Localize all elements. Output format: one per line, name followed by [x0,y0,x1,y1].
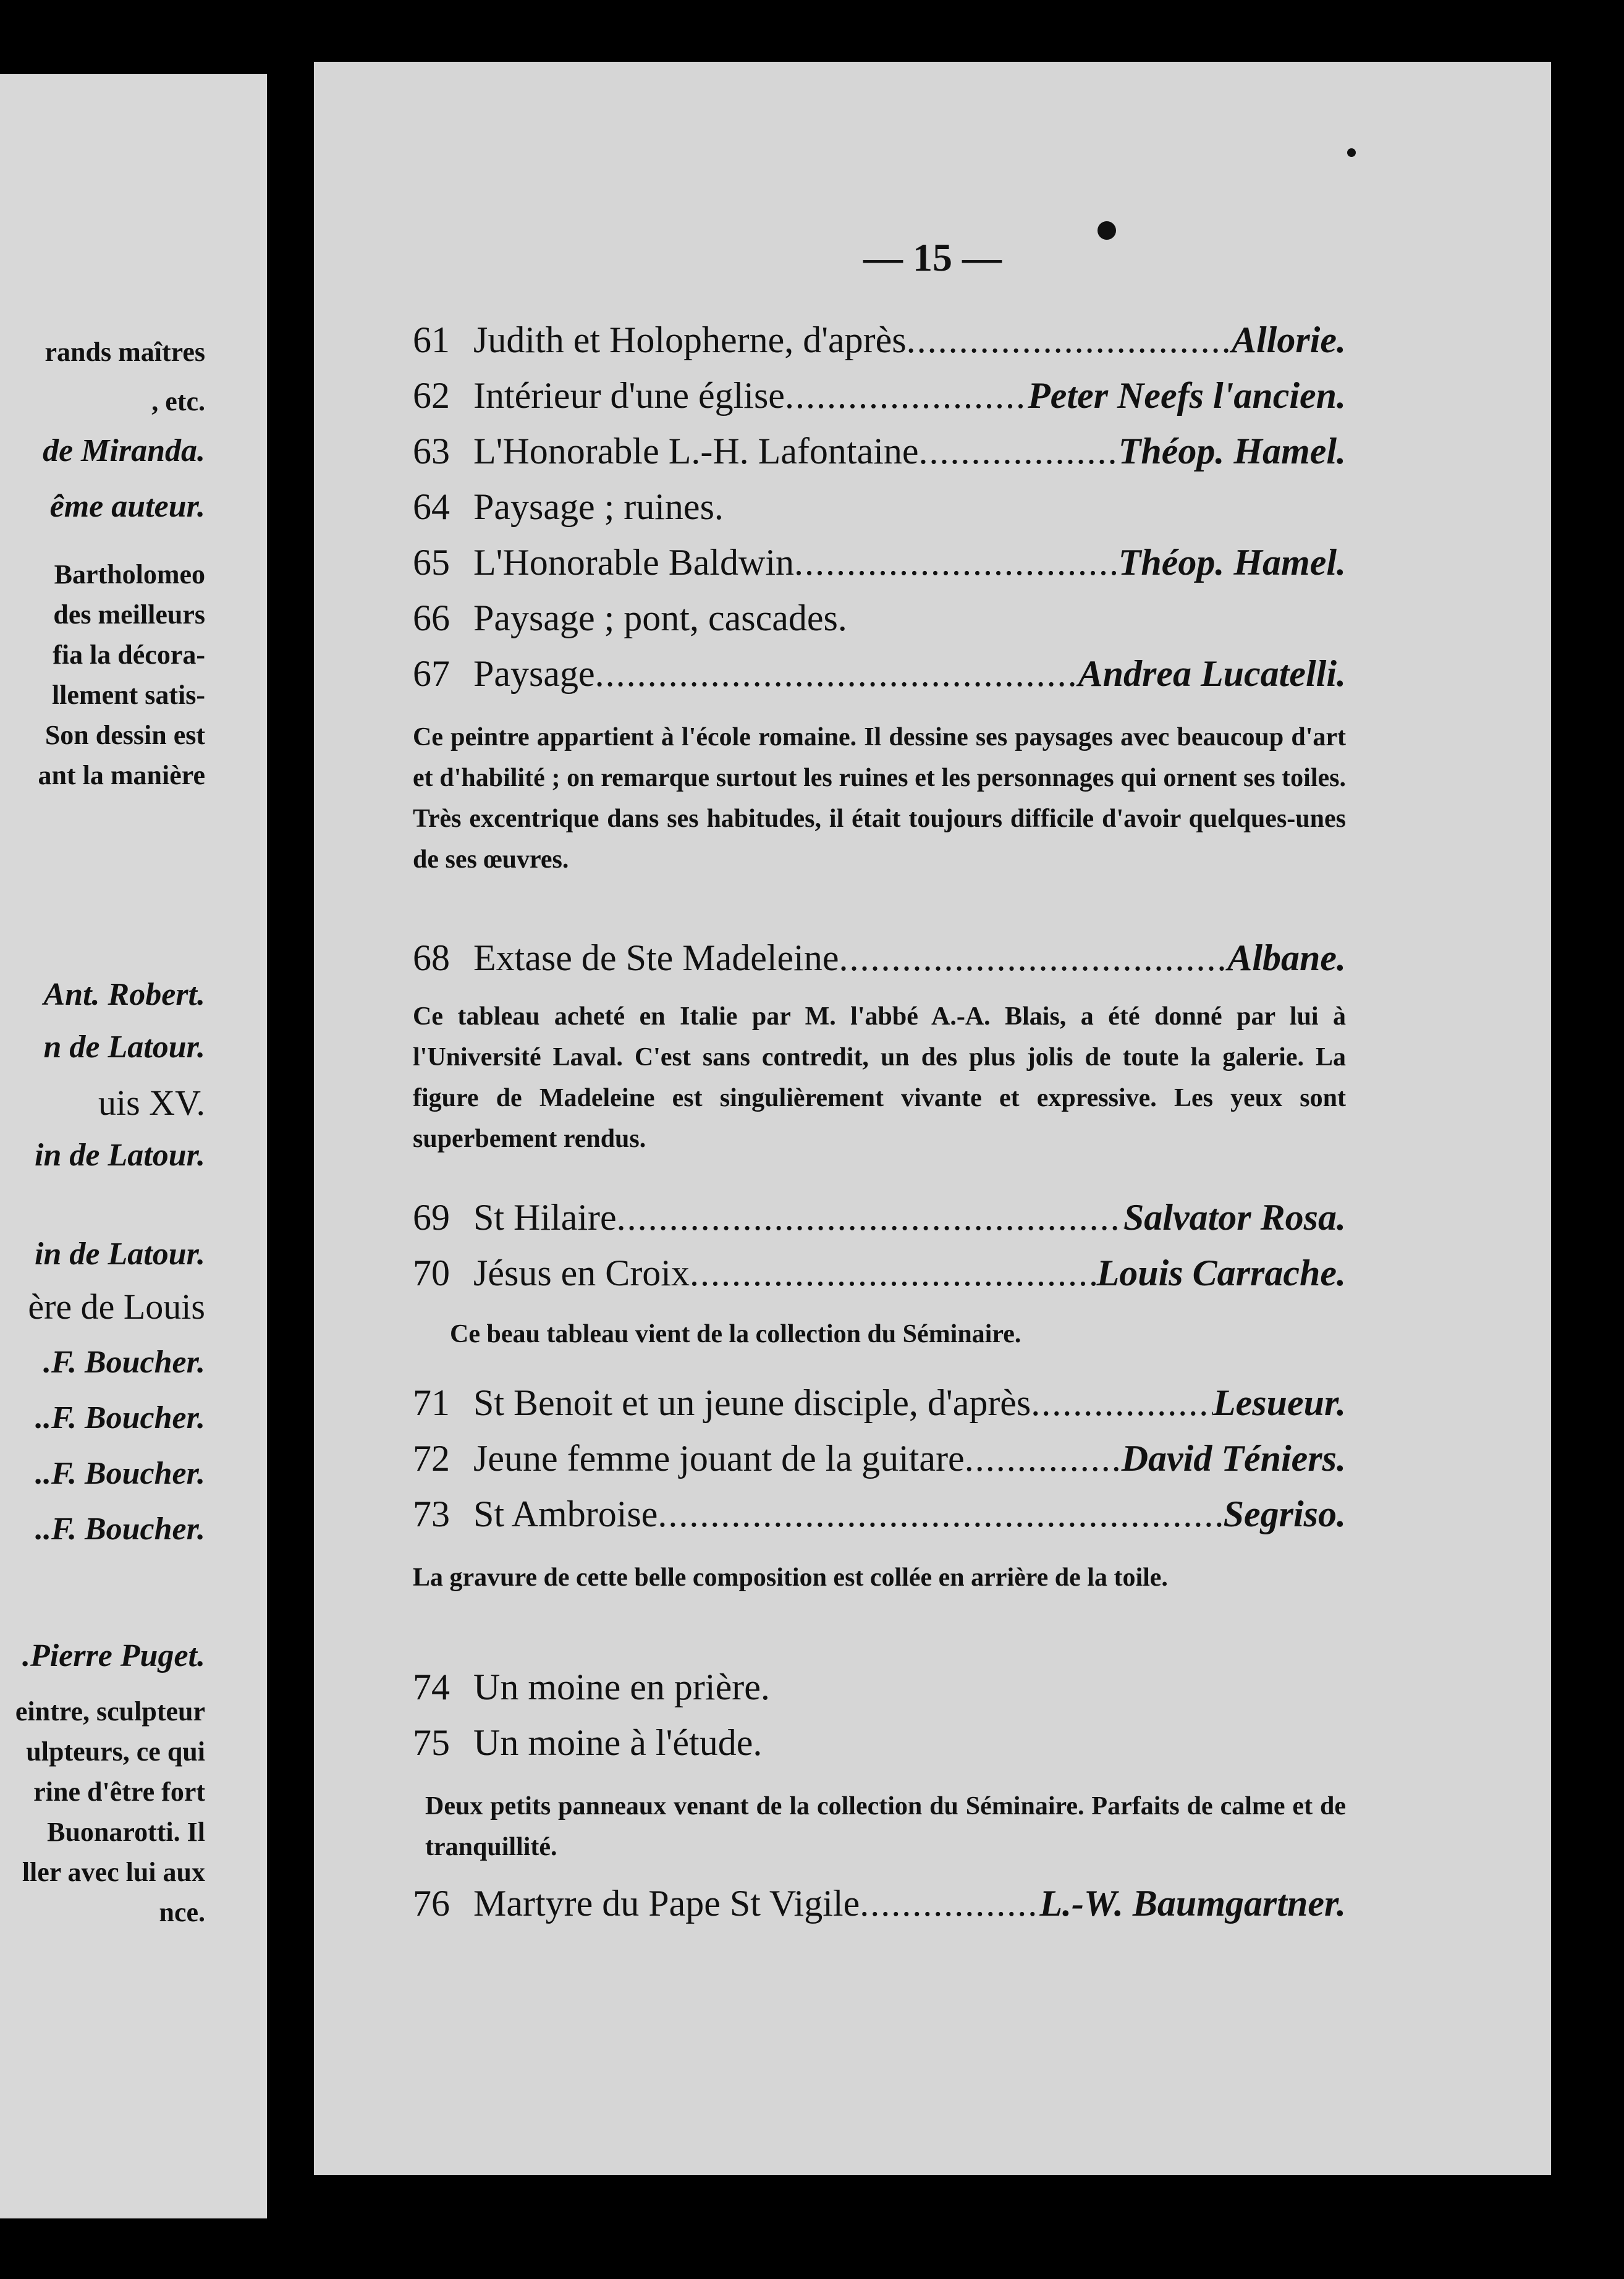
leader-dots [595,649,1078,698]
entry-title: Paysage [473,653,595,694]
leader-dots [617,1193,1123,1242]
entry-note: La gravure de cette belle composition est collée en arrière de la toile. [413,1563,1168,1592]
entry-number: 73 [413,1494,450,1534]
entry-note: Deux petits panneaux venant de la collection du Séminaire. Parfaits de calme et de tranquillité. [425,1792,1346,1861]
entry-note: Ce peintre appartient à l'école romaine. Il dessine ses paysages avec beaucoup d'art et d'habilité ; on remarque surtout les ruines et les personnages qui ornent ses toiles. Très excentrique dans ses habitudes, il était toujours difficile d'avoir quelques-unes de ses œuvres. [413,723,1346,874]
leader-dots [785,371,1028,420]
entry-title: Martyre du Pape St Vigile [473,1883,860,1924]
catalogue-entry [413,1378,1346,1427]
left-page-line: in de Latour. [35,1237,205,1272]
entry-artist: L.-W. Baumgartner. [1039,1883,1346,1924]
entry-title: St Benoit et un jeune disciple, d'après [473,1382,1031,1423]
left-page-line: ..F. Boucher. [35,1400,205,1435]
entry-artist: Andrea Lucatelli. [1078,653,1346,694]
leader-dots [658,1489,1223,1539]
entry-artist: Allorie. [1231,319,1346,360]
left-page-line: Bartholomeo [54,559,205,590]
catalogue-entry [413,315,1346,365]
entry-title: St Ambroise [473,1494,658,1534]
ink-spot [1347,148,1356,157]
catalogue-entry [413,1718,1346,1767]
entry-number: 76 [413,1883,450,1924]
entry-number: 62 [413,375,450,416]
entry-title: Un moine en prière. [473,1667,770,1707]
entry-number: 75 [413,1722,450,1763]
entry-title: Extase de Ste Madeleine [473,937,839,978]
catalogue-entry [413,1193,1346,1242]
leader-dots [907,315,1232,365]
left-page-line: in de Latour. [35,1138,205,1173]
left-page-line: ême auteur. [49,489,205,524]
catalogue-entry [413,426,1346,476]
catalogue-entry [413,593,1346,643]
left-page-line: rine d'être fort [33,1777,205,1807]
entry-artist: Lesueur. [1212,1382,1346,1423]
entry-artist: Théop. Hamel. [1118,542,1346,583]
entry-title: Intérieur d'une église [473,375,785,416]
left-page-line: ant la manière [38,760,205,790]
entry-number: 65 [413,542,450,583]
entry-number: 71 [413,1382,450,1423]
left-page-line: , etc. [151,386,205,416]
entry-title: St Hilaire [473,1197,617,1238]
left-page-line: rands maîtres [44,337,205,367]
leader-dots [794,538,1119,587]
entry-number: 64 [413,486,450,527]
leader-dots [919,426,1119,476]
entry-artist: Salvator Rosa. [1123,1197,1346,1238]
catalogue-entry [413,1879,1346,1928]
entry-title: L'Honorable L.-H. Lafontaine [473,431,919,471]
entry-artist: Segriso. [1223,1494,1346,1534]
entry-number: 74 [413,1667,450,1707]
catalogue-entry [413,482,1346,531]
entry-artist: David Téniers. [1121,1438,1346,1479]
entry-title: Paysage ; ruines. [473,486,724,527]
entry-artist: Peter Neefs l'ancien. [1028,375,1346,416]
left-page-line: ..F. Boucher. [35,1512,205,1547]
entry-title: Jeune femme jouant de la guitare [473,1438,965,1479]
catalogue-page [314,62,1551,2175]
catalogue-entry [413,1489,1346,1539]
entry-artist: Louis Carrache. [1096,1253,1346,1293]
entry-title: Un moine à l'étude. [473,1722,763,1763]
entry-number: 67 [413,653,450,694]
left-page-line: ulpteurs, ce qui [26,1736,205,1767]
left-page-line: ère de Louis [28,1287,205,1327]
leader-dots [839,933,1227,983]
left-page-line: ller avec lui aux [22,1857,205,1887]
entry-artist: Théop. Hamel. [1118,431,1346,471]
entry-number: 68 [413,937,450,978]
leader-dots [965,1434,1122,1483]
left-page-line: uis XV. [98,1083,205,1123]
entry-title: Jésus en Croix [473,1253,690,1293]
entry-title: Paysage ; pont, cascades. [473,598,847,638]
entry-artist: Albane. [1227,937,1346,978]
left-page-line: nce. [159,1897,205,1927]
left-page-line: Ant. Robert. [43,977,205,1012]
entry-number: 70 [413,1253,450,1293]
leader-dots [690,1248,1097,1298]
entry-number: 69 [413,1197,450,1238]
leader-dots [1031,1378,1213,1427]
left-page-fragment [0,74,267,2218]
left-page-line: des meilleurs [53,599,205,630]
left-page-line: Buonarotti. Il [47,1817,205,1847]
left-page-line: ..F. Boucher. [35,1456,205,1491]
entry-note: Ce tableau acheté en Italie par M. l'abbé A.-A. Blais, a été donné par lui à l'Université Laval. C'est sans contredit, un des plus jolis de toute la galerie. La figure de Madeleine est singulièrement vivante et expressive. Les yeux sont superbement rendus. [413,1002,1346,1153]
entry-title: Judith et Holopherne, d'après [473,319,907,360]
catalogue-entry [413,538,1346,587]
catalogue-entry [413,649,1346,698]
left-page-line: llement satis- [51,680,205,710]
leader-dots [860,1879,1039,1928]
left-page-line: eintre, sculpteur [15,1696,205,1727]
entry-note: Ce beau tableau vient de la collection du Séminaire. [450,1320,1021,1348]
entry-number: 66 [413,598,450,638]
catalogue-entry [413,1434,1346,1483]
left-page-line: .F. Boucher. [43,1345,205,1380]
left-page-line: .Pierre Puget. [22,1638,205,1673]
catalogue-entry [413,933,1346,983]
left-page-line: Son dessin est [44,720,205,750]
page-number: — 15 — [863,235,1002,279]
entry-number: 72 [413,1438,450,1479]
left-page-line: n de Latour. [43,1030,205,1065]
catalogue-entry [413,1662,1346,1712]
entry-title: L'Honorable Baldwin [473,542,795,583]
left-page-line: fia la décora- [53,640,205,670]
catalogue-entry [413,1248,1346,1298]
entry-number: 63 [413,431,450,471]
entry-number: 61 [413,319,450,360]
left-page-line: de Miranda. [43,433,205,468]
catalogue-entry [413,371,1346,420]
